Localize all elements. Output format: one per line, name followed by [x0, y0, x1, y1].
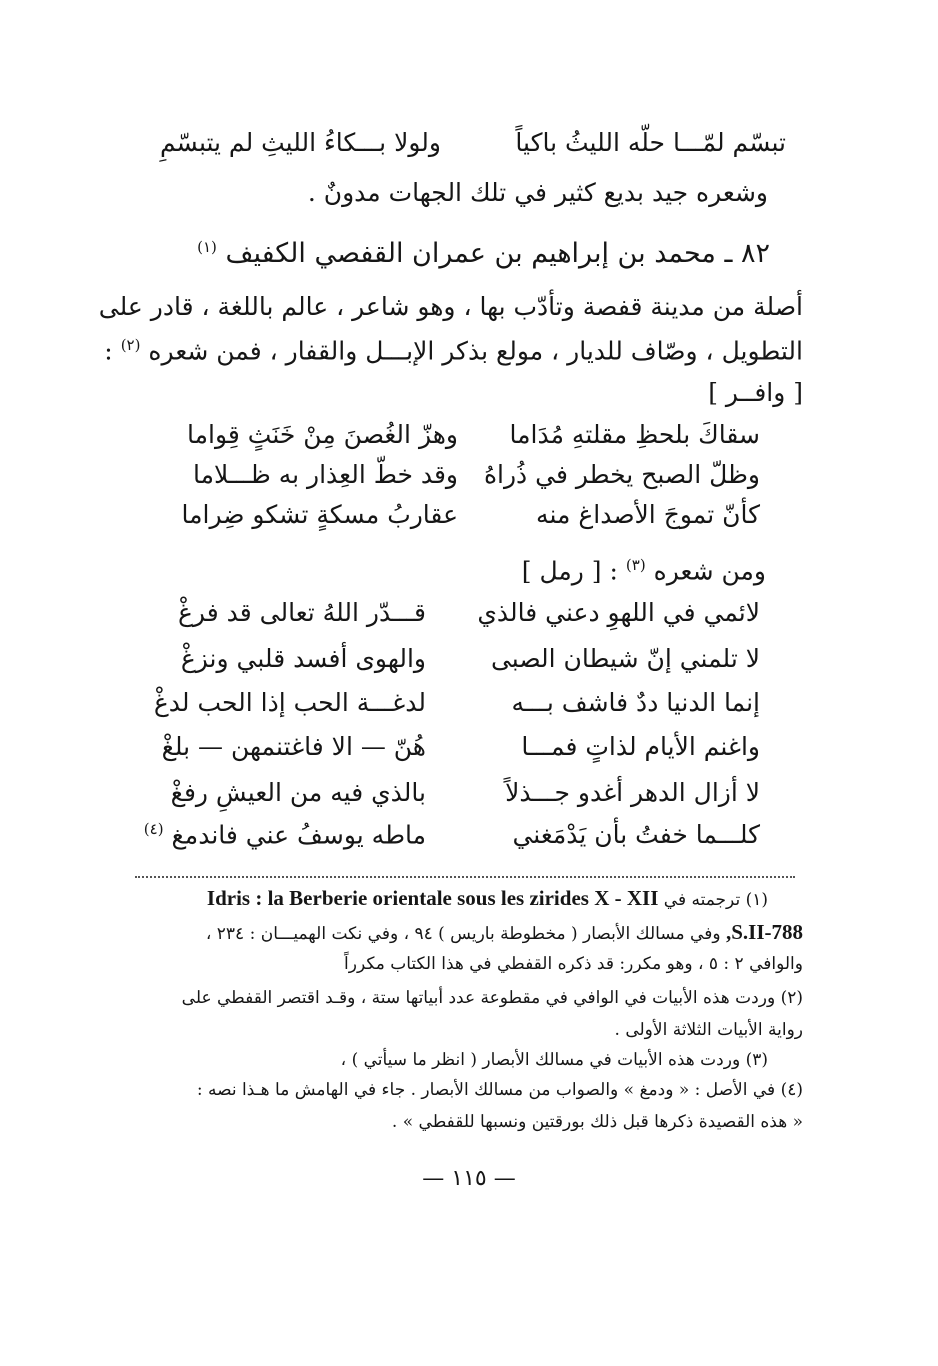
meter-label-ramal: [ رمل ]	[521, 556, 602, 586]
footnote-1-line-2	[206, 920, 803, 945]
footnote-2-line-1: (٢) وردت هذه الأبيات في الوافي في مقطوعة عدد أبياتها ستة ، وقـد اقتصر القفطي على	[181, 988, 803, 1008]
footnote-1-line-3: والوافي ٢ : ٥ ، وهو مكرر: قد ذكره القفطي في هذا الكتاب مكرراً	[344, 954, 803, 974]
footnote-2-line-2: رواية الأبيات الثلاثة الأولى .	[614, 1020, 803, 1040]
poem-2-verse-3-right: إنما الدنيا ددٌ فاشف بـــه	[511, 688, 760, 717]
poem-2-verse-4-left: هُنّ — الا فاغتنمهن — بلغْ	[161, 732, 426, 761]
poem-1-verse-3-right: كأنّ تموجَ الأصداغ منه	[536, 500, 760, 529]
entry-paragraph-line-2-text: التطويل ، وصّاف للديار ، مولع بذكر الإبـــل والقفار ، فمن شعره	[148, 336, 803, 366]
poem-2-verse-5-right: لا أزال الدهر أغدو جـــذلاً	[505, 778, 760, 807]
poem-2-verse-6-right: كلـــما خفتُ بأن يَدْمَغني	[512, 820, 760, 849]
poem-2-intro	[522, 556, 766, 585]
intro-verse-second-hemistich: ولولا بـــكاءُ الليثِ لم يتبسّمِ	[160, 128, 441, 157]
poem-2-verse-6-note-ref: (٤)	[143, 820, 164, 838]
footnote-1-latin-title: Idris : la Berberie orientale sous les zirides X - XII	[206, 886, 659, 910]
entry-paragraph-line-2	[104, 336, 803, 365]
entry-note-ref: (١)	[197, 238, 217, 256]
intro-prose-line: وشعره جيد بديع كثير في تلك الجهات مدونٌ .	[307, 178, 768, 207]
poem-1-verse-1-left: وهزّ الغُصنَ مِنْ خَنَثٍ قِواما	[187, 420, 458, 449]
footnote-1-label: (١) ترجمته في	[663, 890, 768, 910]
poem-2-verse-3-left: لدغـــة الحب إذا الحب لدغْ	[153, 688, 426, 717]
footnote-1-latin-ref: S.II-788,	[725, 920, 803, 944]
poem-2-verse-6-left-wrap	[144, 820, 426, 849]
poem-1-verse-3-left: عقاربُ مسكةٍ تشكو ضِراما	[181, 500, 458, 529]
footnote-1-line-2-text: وفي مسالك الأبصار ( مخطوطة باريس ) ٩٤ ، وفي نكت الهميـــان : ٢٣٤ ،	[205, 924, 721, 944]
page-number: — ١١٥ —	[422, 1166, 516, 1191]
footnote-1-line-1	[207, 886, 768, 911]
footnote-4-line-1: (٤) في الأصل : « ودمغ » والصواب من مسالك الأبصار . جاء في الهامش ما هـذا نصه :	[196, 1080, 803, 1100]
footnote-separator	[135, 876, 795, 878]
entry-name: محمد بن إبراهيم بن عمران القفصي الكفيف	[225, 238, 716, 269]
meter-label-wafir: [ وافــر ]	[708, 378, 803, 407]
entry-dash: ـ	[715, 238, 733, 269]
poem-2-verse-1-left: قـــدّر اللهُ تعالى قد فرغْ	[178, 598, 426, 627]
poem-2-intro-text: ومن شعره	[653, 556, 766, 586]
footnote-4-line-2: « هذه القصيدة ذكرها قبل ذلك بورقتين ونسبها للقفطي » .	[391, 1112, 803, 1132]
entry-paragraph-line-1: أصلة من مدينة قفصة وتأدّب بها ، وهو شاعر ، عالم باللغة ، قادر على	[98, 292, 803, 321]
poem-1-verse-2-left: وقد خطّ العِذار به ظـــلاما	[192, 460, 458, 489]
poem-2-verse-1-right: لائمي في اللهوِ دعني فالذي	[477, 598, 760, 627]
poem-2-verse-4-right: واغنم الأيام لذاتٍ فمـــا	[521, 732, 760, 761]
poem-2-verse-2-right: لا تلمني إنّ شيطان الصبى	[490, 644, 760, 673]
entry-paragraph-note-ref: (٢)	[120, 336, 141, 354]
poem-1-verse-1-right: سقاكَ بلحظِ مقلتهِ مُدَاما	[509, 420, 760, 449]
footnote-3: (٣) وردت هذه الأبيات في مسالك الأبصار ( انظر ما سيأتي ) ،	[340, 1050, 768, 1070]
entry-heading	[197, 238, 770, 269]
entry-paragraph-colon: :	[104, 336, 113, 366]
poem-2-intro-note-ref: (٣)	[625, 556, 646, 574]
poem-2-verse-2-left: والهوى أفسد قلبي ونزغْ	[180, 644, 426, 673]
poem-2-verse-5-left: بالذي فيه من العيشِ رفغْ	[170, 778, 426, 807]
poem-2-intro-colon: :	[609, 556, 618, 586]
intro-verse-first-hemistich: تبسّم لمّـــا حلّه الليثُ باكياً	[515, 128, 786, 157]
poem-2-verse-6-left: ماطه يوسفُ عني فاندمغ	[171, 820, 426, 850]
poem-1-verse-2-right: وظلّ الصبح يخطر في ذُراهُ	[483, 460, 760, 489]
entry-number: ٨٢	[740, 238, 770, 269]
